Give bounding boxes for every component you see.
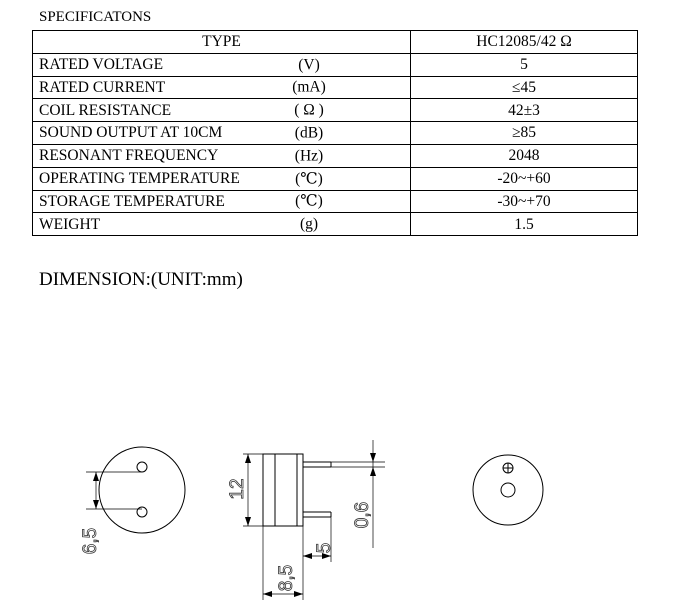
param-name: RATED VOLTAGE [39, 55, 164, 73]
dimension-title: DIMENSION:(UNIT:mm) [39, 269, 243, 290]
param-unit: ( Ω ) [294, 101, 324, 119]
param-name: WEIGHT [39, 215, 101, 233]
param-name: STORAGE TEMPERATURE [39, 192, 225, 210]
bottom-view-outline [99, 447, 185, 533]
param-unit: (V) [298, 55, 320, 73]
pin-spacing-label: 6,5 [80, 527, 101, 555]
param-unit: (g) [299, 215, 319, 233]
param-value: ≤45 [411, 76, 638, 99]
param-value: -30~+70 [411, 190, 638, 213]
pin-diameter-label: 0,6 [352, 501, 373, 529]
height-label: 12 [227, 478, 248, 500]
specifications-title: SPECIFICATONS [39, 9, 152, 25]
param-value: 42±3 [411, 99, 638, 122]
param-unit: (Hz) [294, 147, 324, 165]
param-name: RESONANT FREQUENCY [39, 147, 219, 165]
param-value: 5 [411, 53, 638, 76]
param-value: -20~+60 [411, 167, 638, 190]
param-unit: (℃) [295, 192, 323, 210]
param-name: COIL RESISTANCE [39, 101, 172, 119]
type-header: TYPE [33, 31, 411, 54]
bottom-view-pin-bottom [137, 507, 147, 517]
diameter-label: 8,5 [276, 564, 297, 592]
param-value: 2048 [411, 144, 638, 167]
bottom-view-pin-top [137, 462, 147, 472]
bottom-view [86, 447, 185, 533]
top-view [473, 455, 543, 525]
pin-length-label: 5 [314, 542, 335, 554]
param-unit: (mA) [292, 78, 326, 96]
sound-hole [501, 483, 515, 497]
model-header: HC12085/42 Ω [411, 31, 638, 54]
param-unit: (dB) [294, 124, 324, 142]
param-name: SOUND OUTPUT AT 10CM [39, 124, 223, 142]
param-name: RATED CURRENT [39, 78, 166, 96]
param-value: ≥85 [411, 122, 638, 145]
param-name: OPERATING TEMPERATURE [39, 169, 240, 187]
param-value: 1.5 [411, 213, 638, 236]
param-unit: (℃) [295, 169, 323, 187]
